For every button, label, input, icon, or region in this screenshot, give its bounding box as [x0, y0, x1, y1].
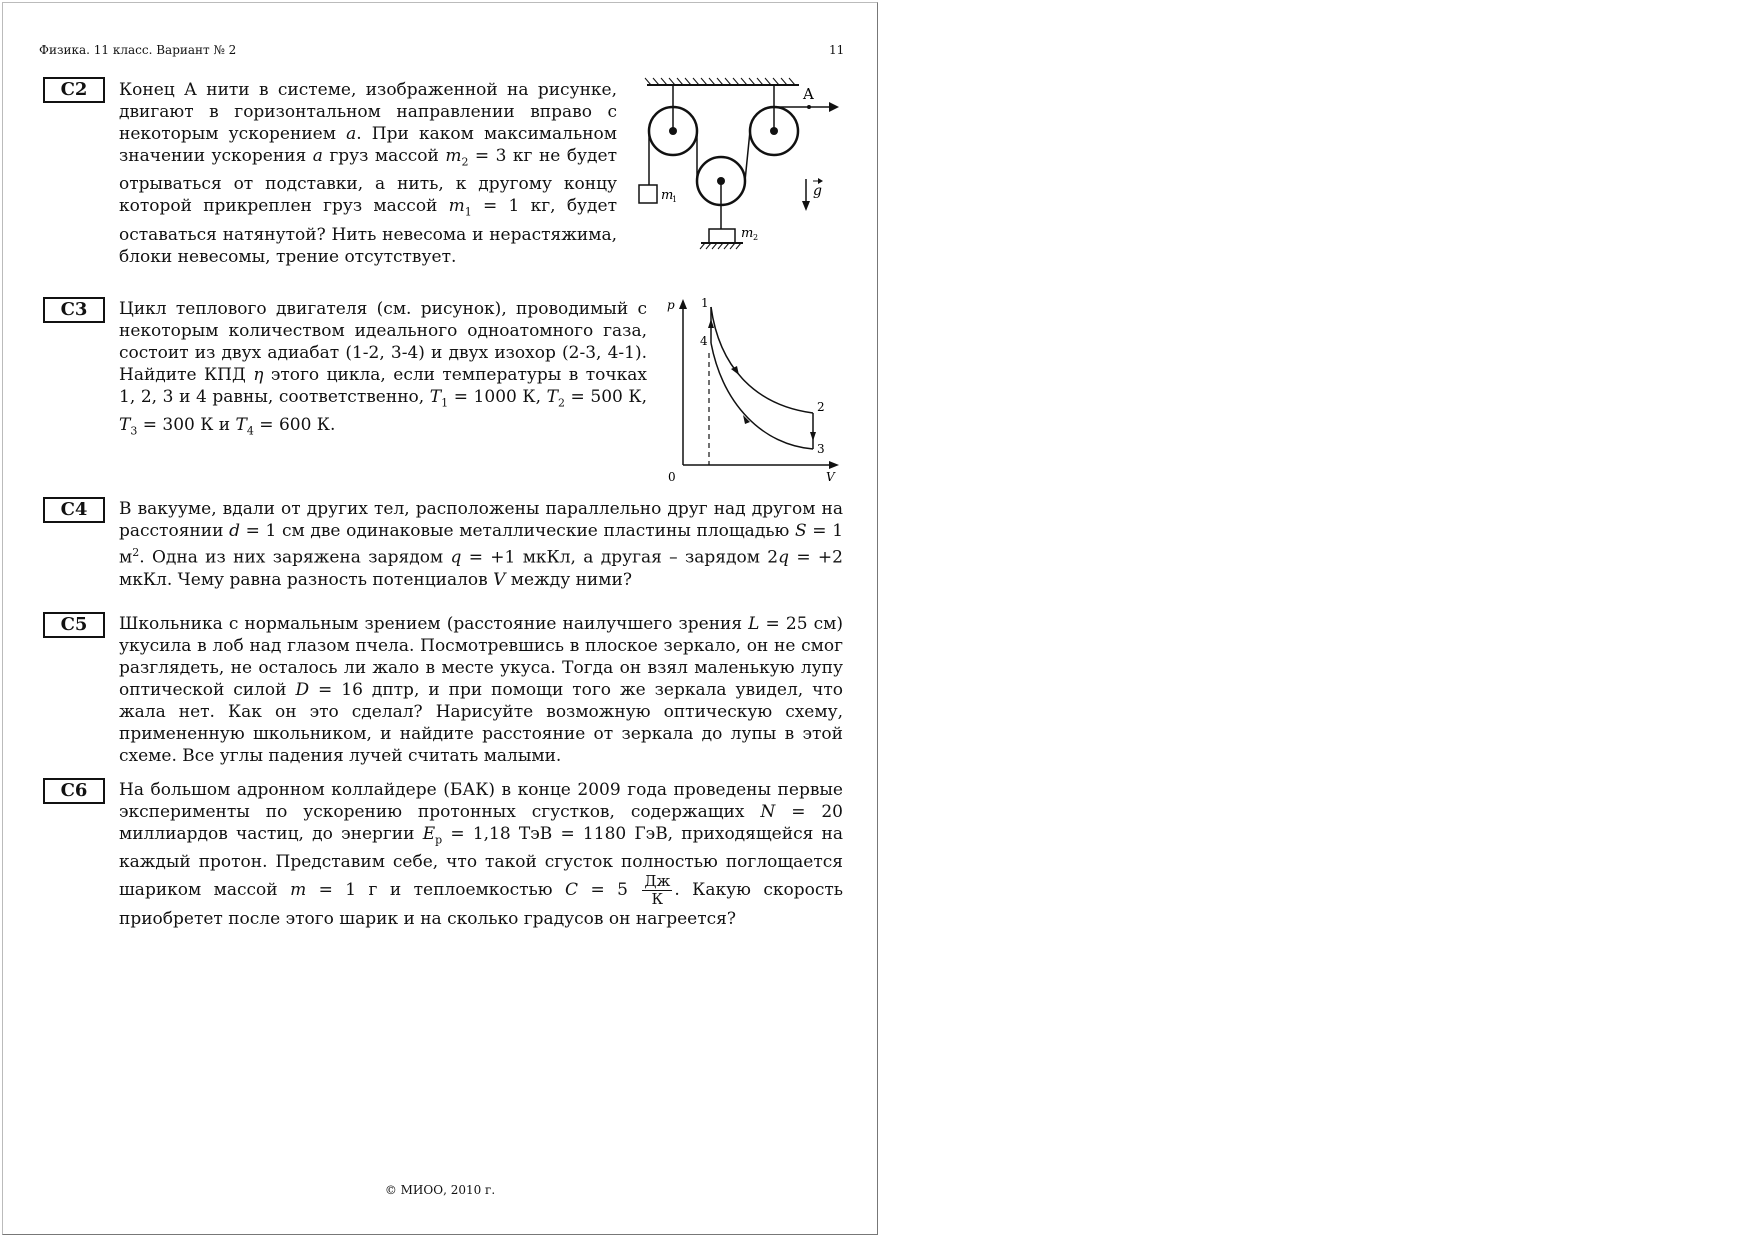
problem-label-c4: C4	[43, 497, 105, 523]
svg-text:p: p	[667, 298, 675, 312]
svg-text:4: 4	[700, 334, 708, 348]
page-footer: © МИОО, 2010 г.	[384, 1183, 496, 1197]
svg-text:m: m	[661, 188, 674, 203]
svg-text:2: 2	[753, 233, 759, 242]
svg-text:2: 2	[817, 400, 825, 414]
svg-text:1: 1	[701, 296, 709, 310]
svg-text:0: 0	[668, 470, 676, 484]
problem-text-c2: Конец А нити в системе, изображенной на рисунке, двигают в горизонтальном направлении вправо с некоторым ускорением a. При каком максимальном значении ускорения a груз массой $m_2 = 3$ кг не будет отрываться от подставки, а нить, к другому концу которой прикреплен груз массой $m_1 = 1$ кг, будет оставаться натянутой? Нить невесома и нерастяжима, блоки невесомы, трение отсутствует.	[119, 80, 617, 267]
fraction-j-per-k: $\frac{Дж}{К}$	[644, 872, 671, 909]
problem-label-c3: C3	[43, 297, 105, 323]
svg-text:3: 3	[817, 442, 825, 456]
page-header: Физика. 11 класс. Вариант № 2	[39, 43, 237, 57]
svg-text:1: 1	[672, 195, 678, 204]
problem-label-c2: C2	[43, 77, 105, 103]
problem-text-c4: В вакууме, вдали от других тел, расположены параллельно друг над другом на расстоянии d = 1 см две одинаковые металлические пластины площадью S = 1 $м^2$. Одна из них заряжена зарядом q = +1 мкКл, а другая – зарядом 2q = +2 мкКл. Чему равна разность потенциалов V между ними?	[119, 499, 844, 590]
problem-text-c5: Школьника с нормальным зрением (расстояние наилучшего зрения L = 25 см) укусила в лоб над глазом пчела. Посмотревшись в плоское зеркало, он не смог разглядеть, не осталось ли жало в месте укуса. Тогда он взял маленькую лупу оптической силой D = 16 дптр, и при помощи того же зеркала увидел, что жала нет. Как он это сделал? Нарисуйте возможную оптическую схему, примененную школьником, и найдите расстояние от зеркала до лупы в этой схеме. Все углы падения лучей считать малыми.	[119, 614, 843, 766]
pulley-system-figure	[631, 75, 851, 255]
svg-text:g: g	[813, 183, 822, 199]
problem-label-c5: C5	[43, 612, 105, 638]
svg-text:m: m	[741, 226, 754, 241]
svg-text:V: V	[826, 470, 835, 484]
document-page	[2, 2, 878, 1235]
page-number: 11	[829, 43, 845, 57]
pv-diagram-figure	[663, 295, 843, 485]
problem-text-c3: Цикл теплового двигателя (см. рисунок), проводимый с некоторым количеством идеального одноатомного газа, состоит из двух адиабат (1-2, 3-4) и двух изохор (2-3, 4-1). Найдите КПД η этого цикла, если температуры в точках 1, 2, 3 и 4 равны, соответственно, $T_1 = 1000$ К, $T_2 = 500$ К, $T_3 = 300$ К и $T_4 = 600$ К.	[119, 299, 647, 438]
svg-text:A: A	[803, 85, 814, 103]
problem-label-c6: C6	[43, 778, 105, 804]
problem-text-c6: На большом адронном коллайдере (БАК) в конце 2009 года проведены первые эксперименты по ускорению протонных сгустков, содержащих N = 20 миллиардов частиц, до энергии $E_p = 1,18$ ТэВ = 1180 ГэВ, приходящейся на каждый протон. Представим себе, что такой сгусток полностью поглощается шариком массой m = 1 г и теплоемкостью C = 5 $\frac{Дж}{К}$ . Какую скорость приобретет после этого шарик и на сколько градусов он нагреется?	[119, 780, 844, 930]
